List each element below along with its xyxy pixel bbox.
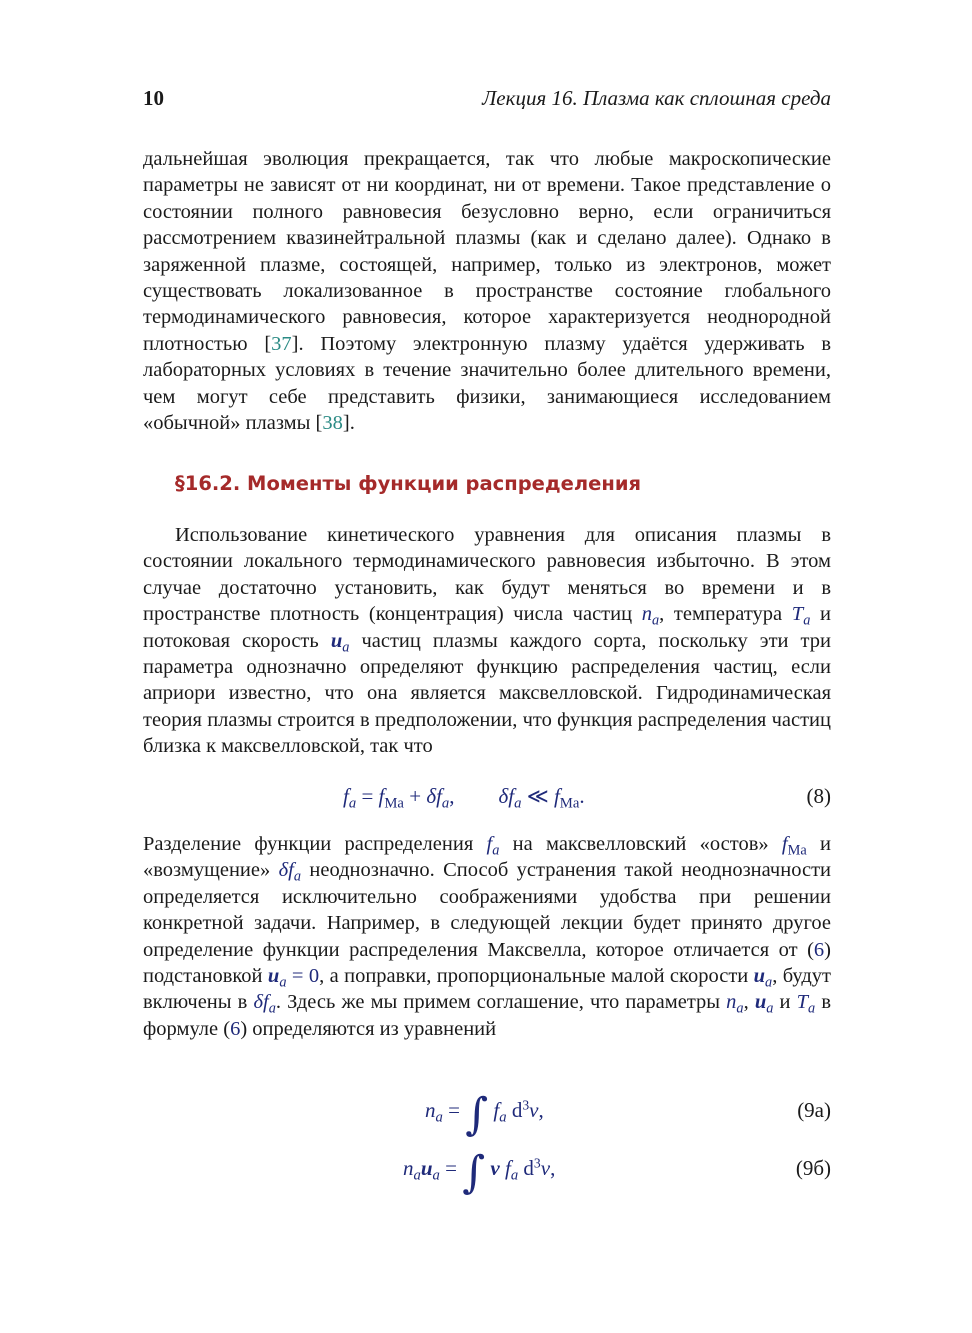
integral-sign-2: ∫ [462,1147,486,1198]
p3-text-1: Разделение функции распределения [143,833,487,855]
equation-8-body: $f_a = f_{Ма} + \delta f_a$, $\delta f_a$ ≪ $f_{Ма}$. [343,784,585,812]
p3-text-3: и «возмущение» [143,833,831,882]
symbol-f-a: $f_a$ [486,833,500,859]
symbol-T-a: $T_a$ [791,603,811,629]
symbol-u-a-zero: $u_a$ [267,965,287,991]
citation-37[interactable]: 37 [271,332,292,355]
p3-text-7: , будут включены в [143,965,831,1014]
p3-text-10: и [773,991,797,1014]
symbol-delta-f-a-2: $\delta f_a$ [253,991,276,1017]
eq-ref-6b[interactable]: 6 [230,1017,241,1040]
p3-text-4: неоднозначно. Способ устранения такой неоднозначности определяется исключительно соображениями удобства при решении конкретной задачи. Например, в следующей лекции будет принято другое определение функции распределения Максвелла, которое отличается от ( [143,859,831,961]
symbol-f-ma: $f_{Ма}$ [781,833,807,859]
equation-9b [143,1147,831,1198]
equation-9a-number: (9а) [797,1098,831,1122]
p3-text-9: , [743,991,755,1014]
equals-zero: = 0 [286,965,320,988]
equation-9b-number: (9б) [795,1156,831,1180]
integral-sign: ∫ [465,1089,489,1140]
symbol-T-a-2: $T_a$ [796,991,816,1017]
p3-text-8: . Здесь же мы примем соглашение, что параметры [275,991,727,1014]
eq-ref-6[interactable]: 6 [813,938,825,961]
symbol-u-a-2: $u_a$ [754,991,774,1017]
equation-8 [143,784,831,820]
p3-text-11: в формуле ( [143,991,831,1040]
running-title: Лекция 16. Плазма как сплошная среда [482,86,831,110]
equation-9a-body: $n_a$ = ∫ $f_a$ $d^3v$, [425,1089,544,1140]
p3-text-6: , а поправки, пропорциональные малой скорости [319,965,754,988]
symbol-n-a: $n_a$ [641,603,660,629]
paragraph-1 [143,146,831,436]
p3-text-2: на максвелловский «остов» [499,833,782,855]
paragraph-2 [143,522,831,760]
section-heading: §16.2. Моменты функции распределения [175,472,642,495]
paragraph-1-text-a: дальнейшая эволюция прекращается, так что любые макроскопические параметры не зависят от ни координат, ни от времени. Такое представление о состоянии полного равновесия безусловно верно, если ограничиться рассмотрением квазинейтральной плазмы (как и сделано далее). Однако в заряженной плазме, состоящей, например, только из электронов, может существовать локализованное в пространстве состояние глобального термодинамического равновесия, которое характеризуется неоднородной плотностью [ [143,148,831,355]
paragraph-1-text-b: ]. Поэтому электронную плазму удаётся удерживать в лабораторных условиях в течение значительно более длительного времени, чем могут себе представить физики, занимающиеся исследованием «обычной» плазмы [ [143,332,832,435]
equation-8-number: (8) [806,784,831,808]
symbol-n-a-2: $n_a$ [726,991,744,1017]
symbol-delta-f-a: $\delta f_a$ [278,859,302,885]
page-number: 10 [143,86,164,110]
p3-text-12: ) определяются из уравнений [240,1017,497,1040]
page-header [143,86,831,116]
citation-38[interactable]: 38 [322,412,343,435]
p2-text-4: частиц плазмы каждого сорта, поскольку эти три параметра однозначно определяют функцию распределения частиц, если априори известно, что она является максвелловской. Гидродинамическая теория плазмы строится в предположении, что функция распределения частиц близка к максвелловской, так что [143,629,831,758]
equation-9b-body: $n_au_a$ = ∫ v $f_a$ $d^3v$, [403,1147,556,1198]
paragraph-1-text-c: ]. [342,412,355,435]
p2-text-2: , температура [659,603,792,626]
paragraph-3 [143,831,831,1042]
p3-text-5: ) подстановкой [143,938,831,988]
equation-9a [143,1089,831,1140]
symbol-u-a: $u_a$ [330,629,350,655]
p2-text-1: Использование кинетического уравнения для описания плазмы в состоянии локального термодинамического равновесия избыточно. В этом случае достаточно установить, как будут меняться во времени и в пространстве плотность (концентрация) числа частиц [143,524,831,626]
p2-text-3: и потоковая скорость [143,603,831,652]
symbol-u-a-small: $u_a$ [753,965,773,991]
